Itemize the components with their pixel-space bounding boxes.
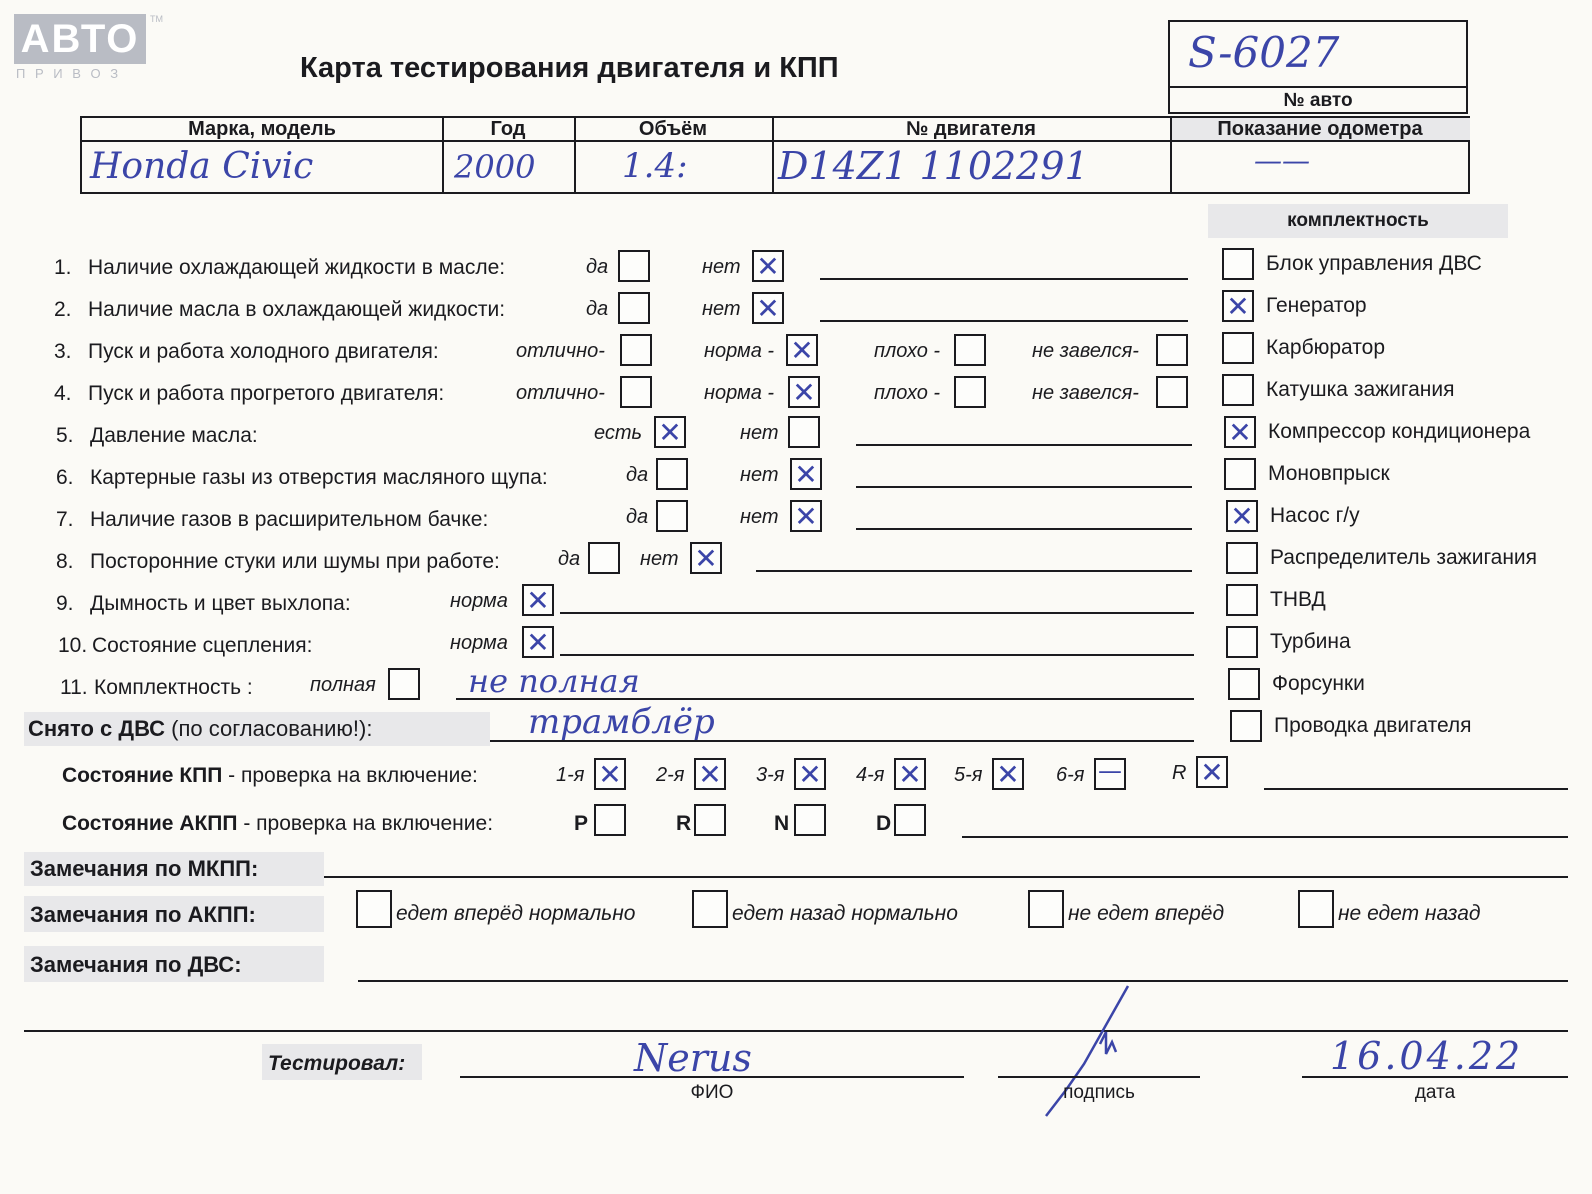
date-line[interactable] xyxy=(1302,1076,1568,1078)
remarks-mkpp-line[interactable] xyxy=(324,876,1568,878)
value-model: Honda Civic xyxy=(90,146,314,187)
checkbox-mode-r[interactable] xyxy=(694,804,726,836)
checkbox-gear-4[interactable] xyxy=(894,758,926,790)
question-number: 10. xyxy=(58,634,88,657)
checkbox-backward-ok[interactable] xyxy=(692,890,728,928)
option-label: нет xyxy=(640,548,679,570)
kpp-label: Состояние КПП - проверка на включение: xyxy=(62,764,478,787)
question-label: Наличие газов в расширительном бачке: xyxy=(90,508,489,531)
checkbox-gear-1[interactable] xyxy=(594,758,626,790)
option-label: полная xyxy=(310,674,376,696)
note-line[interactable] xyxy=(856,486,1192,488)
completeness-item: Распределитель зажигания xyxy=(1270,546,1538,569)
remarks-dvs-line-2[interactable] xyxy=(24,1030,1568,1032)
gear-label: 3-я xyxy=(756,764,785,786)
question-label: Наличие охлаждающей жидкости в масле: xyxy=(88,256,506,279)
checkbox-q8-yes[interactable] xyxy=(588,542,620,574)
option-label: норма xyxy=(450,590,508,612)
logo xyxy=(14,14,163,84)
header-model: Марка, модель xyxy=(188,118,336,140)
akpp-label: Состояние АКПП - проверка на включение: xyxy=(62,812,494,835)
checkbox-mono-injection[interactable] xyxy=(1224,458,1256,490)
mode-label: D xyxy=(876,812,892,835)
question-label: Давление масла: xyxy=(90,424,258,447)
checkbox-gear-r[interactable] xyxy=(1196,756,1228,788)
option-label: норма - xyxy=(704,340,775,362)
tester-name: Nerus xyxy=(634,1036,752,1080)
checkbox-q1-no[interactable] xyxy=(752,250,784,282)
mode-label: N xyxy=(774,812,790,835)
logo-tm: TM xyxy=(150,14,163,24)
option-label: не завелся- xyxy=(1032,340,1139,362)
mode-label: P xyxy=(574,812,589,835)
question-number: 6. xyxy=(56,466,74,489)
completeness-item: Насос г/у xyxy=(1270,504,1360,527)
checkbox-ecu[interactable] xyxy=(1222,248,1254,280)
checkbox-q4-excellent[interactable] xyxy=(620,376,652,408)
option-label: есть xyxy=(594,422,643,444)
vehicle-table xyxy=(80,116,1470,194)
question-number: 8. xyxy=(56,550,74,573)
checkbox-gear-2[interactable] xyxy=(694,758,726,790)
completeness-item: Катушка зажигания xyxy=(1266,378,1455,401)
checkbox-q3-excellent[interactable] xyxy=(620,334,652,366)
gear-label: R xyxy=(1172,762,1187,784)
completeness-item: Проводка двигателя xyxy=(1274,714,1472,737)
page-title: Карта тестирования двигателя и КПП xyxy=(300,52,839,84)
option-label: отлично- xyxy=(516,382,605,404)
checkbox-q3-no-start[interactable] xyxy=(1156,334,1188,366)
checkbox-generator[interactable] xyxy=(1222,290,1254,322)
option-label: плохо - xyxy=(874,340,941,362)
checkbox-q3-normal[interactable] xyxy=(786,334,818,366)
checkbox-mode-p[interactable] xyxy=(594,804,626,836)
signature-line[interactable] xyxy=(998,1076,1200,1078)
question-label: Посторонние стуки или шумы при работе: xyxy=(90,550,500,573)
note-line[interactable] xyxy=(856,444,1192,446)
akpp-option: едет вперёд нормально xyxy=(396,902,636,925)
value-odometer: —— xyxy=(1254,144,1310,177)
question-number: 7. xyxy=(56,508,74,531)
checkbox-distributor[interactable] xyxy=(1226,542,1258,574)
completeness-title: комплектность xyxy=(1287,210,1429,231)
akpp-option: не едет вперёд xyxy=(1068,902,1225,925)
checkbox-q4-normal[interactable] xyxy=(788,376,820,408)
checkbox-power-steering-pump[interactable] xyxy=(1226,500,1258,532)
question-label: Картерные газы из отверстия масляного щупа: xyxy=(90,466,548,489)
question-label: Пуск и работа прогретого двигателя: xyxy=(88,382,445,405)
checkbox-q4-bad[interactable] xyxy=(954,376,986,408)
completeness-item: Карбюратор xyxy=(1266,336,1386,359)
note-line[interactable] xyxy=(560,612,1194,614)
checkbox-q2-no[interactable] xyxy=(752,292,784,324)
checkbox-forward-ok[interactable] xyxy=(356,890,392,928)
checkbox-gear-3[interactable] xyxy=(794,758,826,790)
header-volume: Объём xyxy=(638,118,708,140)
caption-date: дата xyxy=(1414,1082,1456,1103)
option-label: не завелся- xyxy=(1032,382,1139,404)
checkbox-q11-full[interactable] xyxy=(388,668,420,700)
header-odometer: Показание одометра xyxy=(1217,118,1423,140)
note-line[interactable] xyxy=(456,698,1194,700)
checkbox-ignition-coil[interactable] xyxy=(1222,374,1254,406)
header-engine-no: № двигателя xyxy=(906,118,1036,140)
remarks-akpp-label: Замечания по АКПП: xyxy=(30,902,256,927)
checkbox-injection-pump[interactable] xyxy=(1226,584,1258,616)
checkbox-q5-no[interactable] xyxy=(788,416,820,448)
value-volume: 1.4: xyxy=(622,146,688,186)
note-line[interactable] xyxy=(560,654,1194,656)
option-label: норма xyxy=(450,632,508,654)
checkbox-engine-wiring[interactable] xyxy=(1230,710,1262,742)
completeness-item: Форсунки xyxy=(1272,672,1365,695)
akpp-option: не едет назад xyxy=(1338,902,1481,925)
checkbox-gear-5[interactable] xyxy=(992,758,1024,790)
checkbox-ac-compressor[interactable] xyxy=(1224,416,1256,448)
option-label: нет xyxy=(702,298,741,320)
value-engine-no: D14Z1 1102291 xyxy=(778,144,1089,188)
removed-label: Снято с ДВС (по согласованию!): xyxy=(28,716,373,741)
name-line[interactable] xyxy=(460,1076,964,1078)
option-label: да xyxy=(558,548,581,570)
checkbox-q2-yes[interactable] xyxy=(618,292,650,324)
checkbox-turbine[interactable] xyxy=(1226,626,1258,658)
checkbox-q8-no[interactable] xyxy=(690,542,722,574)
completeness-item: ТНВД xyxy=(1270,588,1326,611)
question-number: 9. xyxy=(56,592,74,615)
question-label: Дымность и цвет выхлопа: xyxy=(90,592,351,615)
completeness-item: Моновпрыск xyxy=(1268,462,1390,485)
checkbox-q10-normal[interactable] xyxy=(522,626,554,658)
question-number: 1. xyxy=(54,256,72,279)
checkbox-q6-no[interactable] xyxy=(790,458,822,490)
akpp-line[interactable] xyxy=(962,836,1568,838)
question-number: 5. xyxy=(56,424,74,447)
option-label: отлично- xyxy=(516,340,605,362)
logo-main: АВТО xyxy=(14,14,146,64)
caption-name: ФИО xyxy=(690,1082,734,1103)
completeness-note: не полная xyxy=(468,662,640,700)
note-line[interactable] xyxy=(856,528,1192,530)
question-number: 4. xyxy=(54,382,72,405)
note-line[interactable] xyxy=(820,278,1188,280)
header-year: Год xyxy=(490,118,526,140)
removed-value: трамблёр xyxy=(528,702,715,742)
checkbox-no-forward[interactable] xyxy=(1028,890,1064,928)
question-label: Состояние сцепления: xyxy=(92,634,313,657)
gear-label: 2-я xyxy=(656,764,685,786)
option-label: да xyxy=(586,256,609,278)
option-label: нет xyxy=(740,506,779,528)
checkbox-q5-yes[interactable] xyxy=(654,416,686,448)
checkbox-q4-no-start[interactable] xyxy=(1156,376,1188,408)
option-label: да xyxy=(586,298,609,320)
completeness-item: Блок управления ДВС xyxy=(1266,252,1482,275)
checkbox-carburetor[interactable] xyxy=(1222,332,1254,364)
completeness-item: Генератор xyxy=(1266,294,1367,317)
checkbox-mode-d[interactable] xyxy=(894,804,926,836)
question-number: 11. xyxy=(60,676,88,699)
option-label: нет xyxy=(740,464,779,486)
question-number: 2. xyxy=(54,298,72,321)
option-label: нет xyxy=(702,256,741,278)
checkbox-gear-6[interactable] xyxy=(1094,758,1126,790)
remarks-dvs-line[interactable] xyxy=(358,980,1568,982)
value-year: 2000 xyxy=(454,148,536,186)
note-line[interactable] xyxy=(820,320,1188,322)
caption-signature: подпись xyxy=(1063,1082,1135,1103)
completeness-item: Компрессор кондиционера xyxy=(1268,420,1531,443)
logo-sub: П Р И В О З xyxy=(16,66,122,81)
checkbox-no-backward[interactable] xyxy=(1298,890,1334,928)
question-label: Комплектность : xyxy=(94,676,253,699)
checkbox-q7-yes[interactable] xyxy=(656,500,688,532)
completeness-item: Турбина xyxy=(1270,630,1351,653)
mode-label: R xyxy=(676,812,692,835)
option-label: да xyxy=(626,464,649,486)
remarks-dvs-label: Замечания по ДВС: xyxy=(30,952,242,977)
checkbox-q1-yes[interactable] xyxy=(618,250,650,282)
gear-label: 5-я xyxy=(954,764,983,786)
checkbox-q9-normal[interactable] xyxy=(522,584,554,616)
akpp-option: едет назад нормально xyxy=(732,902,958,925)
header-auto-no: № авто xyxy=(1283,90,1353,111)
removed-line[interactable] xyxy=(490,740,1194,742)
option-label: нет xyxy=(740,422,779,444)
remarks-mkpp-label: Замечания по МКПП: xyxy=(30,856,259,881)
checkbox-q3-bad[interactable] xyxy=(954,334,986,366)
option-label: норма - xyxy=(704,382,775,404)
option-label: плохо - xyxy=(874,382,941,404)
checkbox-q6-yes[interactable] xyxy=(656,458,688,490)
checkbox-mode-n[interactable] xyxy=(794,804,826,836)
tested-by-label: Тестировал: xyxy=(268,1052,406,1075)
checkbox-q7-no[interactable] xyxy=(790,500,822,532)
question-label: Наличие масла в охлаждающей жидкости: xyxy=(88,298,506,321)
gear-label: 6-я xyxy=(1056,764,1085,786)
test-date: 16.04.22 xyxy=(1330,1034,1524,1078)
gear-label: 1-я xyxy=(556,764,585,786)
checkbox-injectors[interactable] xyxy=(1228,668,1260,700)
gear-label: 4-я xyxy=(856,764,885,786)
option-label: да xyxy=(626,506,649,528)
stock-number: S-6027 xyxy=(1188,28,1340,77)
stock-number-box xyxy=(1168,20,1468,114)
note-line[interactable] xyxy=(756,570,1192,572)
question-label: Пуск и работа холодного двигателя: xyxy=(88,340,439,363)
kpp-line[interactable] xyxy=(1264,788,1568,790)
question-number: 3. xyxy=(54,340,72,363)
